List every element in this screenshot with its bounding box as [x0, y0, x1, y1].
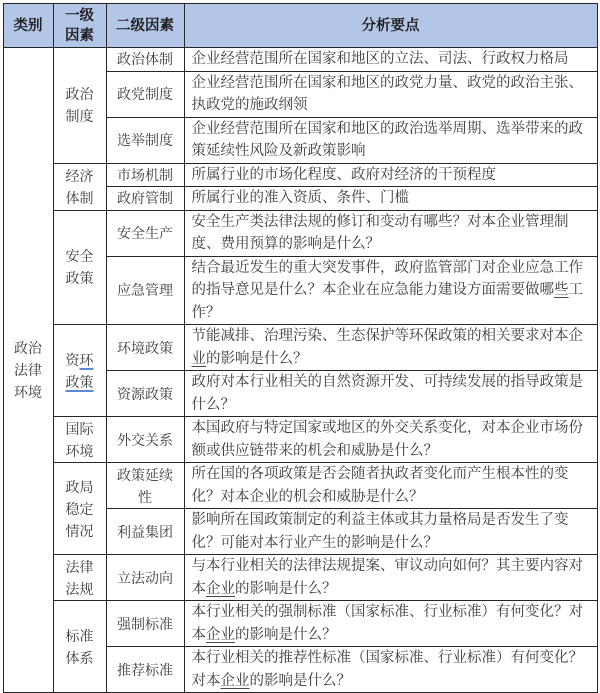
underlined-text: 企业	[220, 672, 250, 689]
level1-factor-cell	[53, 463, 106, 555]
level2-factor-cell	[106, 509, 184, 555]
level2-factor-cell	[106, 647, 184, 693]
text-segment: 政治制度	[65, 86, 94, 125]
pest-analysis-table	[3, 3, 598, 693]
analysis-cell	[184, 48, 597, 72]
text-segment: 企业经营范围所在国家和地区的政党力量、政党的政治主张、执政党的施政纲领	[191, 74, 583, 113]
analysis-cell	[184, 601, 597, 647]
text-segment: 政府对本行业相关的自然资源开发、可持续发展的指导政策是什么？	[191, 374, 583, 413]
level2-factor-cell	[106, 163, 184, 187]
analysis-cell	[184, 256, 597, 325]
level2-factor-cell	[106, 325, 184, 371]
underlined-text: 些	[554, 282, 569, 298]
level1-factor-cell	[53, 417, 106, 463]
analysis-cell	[184, 509, 597, 555]
level1-factor-cell	[53, 325, 106, 417]
table-row	[3, 463, 597, 509]
header-analysis-points: 分析要点	[184, 4, 597, 48]
text-segment: 政局稳定情况	[65, 478, 94, 539]
table-row	[3, 325, 597, 371]
level2-factor-cell	[106, 463, 184, 509]
text-segment: 所在国的各项政策是否会随者执政者变化而产生根本性的变化？对本企业的机会和威胁是什么？	[191, 466, 569, 505]
text-segment: 推荐标准	[117, 661, 173, 678]
level2-factor-cell	[106, 210, 184, 256]
text-segment: 节能减排、治理污染、生态保护等环保政策的相关要求对本企	[191, 328, 583, 344]
text-segment: 政治体制	[117, 51, 173, 68]
text-segment: 企业经营范围所在国家和地区的政治选举周期、选举带来的政策延续性风险及新政策影响	[191, 120, 583, 159]
level2-factor-cell	[106, 187, 184, 211]
underlined-text: 政策	[65, 373, 94, 390]
text-segment: 安全生产	[117, 225, 173, 241]
text-segment: 利益集团	[117, 523, 173, 540]
text-segment: 的影响是什么？	[249, 672, 351, 689]
underlined-text: 企业	[206, 626, 235, 643]
text-segment: 的影响是什么？	[235, 626, 337, 643]
underlined-text: 企业	[206, 580, 235, 597]
text-segment: 强制标准	[117, 615, 173, 632]
analysis-cell	[184, 325, 597, 371]
text-segment: 工作？	[191, 282, 583, 321]
analysis-cell	[184, 647, 597, 693]
analysis-cell	[184, 71, 597, 117]
text-segment: 的影响是什么？	[206, 350, 308, 367]
table-row	[3, 48, 597, 72]
text-segment: 本国政府与特定国家或地区的外交关系变化，对本企业市场份额或供应链带来的机会和威胁是什么？	[191, 420, 583, 459]
table-row	[3, 601, 597, 647]
text-segment: 与本行业相关的法律法规提案、审议动向如何？其主要内容对本	[191, 558, 583, 597]
level1-factor-cell	[53, 163, 106, 210]
text-segment: 立法动向	[117, 569, 173, 586]
text-segment: 企业经营范围所在国家和地区的立法、司法、行政权力格局	[191, 51, 569, 67]
text-segment: 所属行业的市场化程度、政府对经济的干预程度	[191, 166, 496, 183]
analysis-cell	[184, 555, 597, 601]
text-segment: 资	[65, 351, 80, 368]
underlined-text: 业	[191, 350, 206, 367]
text-segment: 应急管理	[117, 282, 173, 299]
text-segment: 外交关系	[117, 431, 173, 448]
underlined-text: 环	[79, 351, 94, 368]
text-segment: 安全生产类法律法规的修订和变动有哪些？对本企业管理制度、费用预算的影响是什么？	[191, 213, 569, 252]
table-row	[3, 163, 597, 187]
level2-factor-cell	[106, 601, 184, 647]
text-segment: 本行业相关的强制标准（国家标准、行业标准）有何变化？对本	[191, 604, 583, 643]
text-segment: 标准体系	[65, 627, 94, 666]
text-segment: 环境政策	[117, 339, 173, 356]
text-segment: 经济体制	[65, 167, 94, 206]
text-segment: 政党制度	[117, 86, 173, 102]
header-category: 类别	[3, 4, 53, 48]
text-segment: 资源政策	[117, 385, 173, 402]
analysis-cell	[184, 117, 597, 163]
header-level1-factor: 一级因素	[53, 4, 106, 48]
text-segment: 国际环境	[65, 420, 94, 459]
category-cell	[3, 48, 53, 693]
text-segment: 政治法律环境	[14, 340, 42, 400]
text-segment: 法律法规	[65, 558, 94, 597]
analysis-cell	[184, 187, 597, 211]
analysis-cell	[184, 371, 597, 417]
level2-factor-cell	[106, 371, 184, 417]
text-segment: 本行业相关的推荐性标准（国家标准、行业标准）有何变化？对本	[191, 650, 583, 689]
table-body	[3, 48, 597, 693]
table-row	[3, 555, 597, 601]
text-segment: 政府管制	[117, 190, 173, 207]
analysis-cell	[184, 417, 597, 463]
text-segment: 结合最近发生的重大突发事件，政府监管部门对企业应急工作的指导意见是什么？本企业在应急能力建设方面需要做哪	[191, 259, 583, 298]
level1-factor-cell	[53, 210, 106, 325]
text-segment: 市场机制	[117, 166, 173, 183]
text-segment: 的影响是什么？	[235, 580, 337, 597]
analysis-cell	[184, 163, 597, 187]
table-row	[3, 417, 597, 463]
header-row	[3, 4, 597, 48]
text-segment: 政策延续性	[117, 466, 173, 505]
text-segment: 所属行业的准入资质、条件、门槛	[191, 190, 409, 206]
level1-factor-cell	[53, 48, 106, 164]
level2-factor-cell	[106, 117, 184, 163]
level1-factor-cell	[53, 601, 106, 693]
level2-factor-cell	[106, 417, 184, 463]
table-row	[3, 210, 597, 256]
level2-factor-cell	[106, 71, 184, 117]
text-segment: 影响所在国政策制定的利益主体或其力量格局是否发生了变化？可能对本行业产生的影响是什么？	[191, 512, 569, 551]
text-segment: 安全政策	[65, 248, 94, 287]
level2-factor-cell	[106, 555, 184, 601]
header-level2-factor: 二级因素	[106, 4, 184, 48]
level1-factor-cell	[53, 555, 106, 601]
level2-factor-cell	[106, 256, 184, 325]
analysis-cell	[184, 463, 597, 509]
analysis-cell	[184, 210, 597, 256]
text-segment: 选举制度	[117, 132, 173, 148]
level2-factor-cell	[106, 48, 184, 72]
